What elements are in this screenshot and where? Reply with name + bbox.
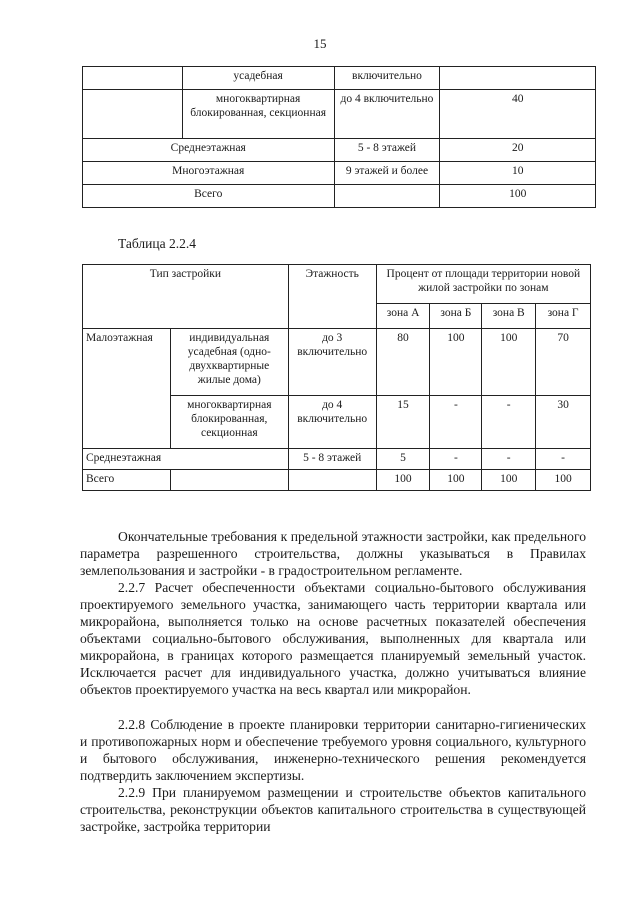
table-cell: усадебная — [182, 67, 334, 90]
table-cell: 30 — [536, 396, 591, 449]
paragraph-final-requirements: Окончательные требования к предельной этажности застройки, как предельного параметра разрешенного строительства, должны указываться в Правилах землепользования и застройки - в градостроительном регламенте. — [80, 529, 586, 578]
table-row — [83, 162, 596, 185]
table-cell: 100 — [440, 185, 596, 208]
table-caption: Таблица 2.2.4 — [118, 236, 196, 251]
table-cell: многоквартирная блокированная, секционная — [182, 90, 334, 139]
table-cell: многоквартирная блокированная, секционная — [170, 396, 288, 449]
table-cell: 5 - 8 этажей — [288, 449, 376, 470]
table-cell: 20 — [440, 139, 596, 162]
header-zone-b: зона Б — [430, 304, 482, 329]
table-cell: - — [482, 396, 536, 449]
table-cell: 10 — [440, 162, 596, 185]
table-cell: 80 — [376, 329, 430, 396]
table-cell — [170, 470, 288, 491]
table-cell: индивидуальная усадебная (одно-двухквартирные жилые дома) — [170, 329, 288, 396]
table-cell: 40 — [440, 90, 596, 139]
table-cell: Среднеэтажная — [83, 139, 335, 162]
table-cell: - — [430, 449, 482, 470]
header-zone-g: зона Г — [536, 304, 591, 329]
table-header-row — [83, 265, 591, 304]
table-row — [83, 67, 596, 90]
table-cell — [83, 90, 183, 139]
table-cell: 100 — [430, 329, 482, 396]
table-cell: 100 — [430, 470, 482, 491]
table-row — [83, 90, 596, 139]
table-cell: 9 этажей и более — [334, 162, 440, 185]
table-cell: 70 — [536, 329, 591, 396]
header-floors: Этажность — [288, 265, 376, 329]
table-row — [83, 470, 591, 491]
header-zone-a: зона А — [376, 304, 430, 329]
table-cell: 5 - 8 этажей — [334, 139, 440, 162]
table-cell: Многоэтажная — [83, 162, 335, 185]
table-row — [83, 329, 591, 396]
table-cell: Среднеэтажная — [83, 449, 289, 470]
table-cell — [288, 470, 376, 491]
header-percent: Процент от площади территории новой жилой застройки по зонам — [376, 265, 590, 304]
table-cell: до 3 включительно — [288, 329, 376, 396]
table-2-2-4 — [82, 264, 591, 491]
header-type: Тип застройки — [83, 265, 289, 329]
table-cell: 5 — [376, 449, 430, 470]
table-cell: 100 — [536, 470, 591, 491]
table-cell — [83, 67, 183, 90]
table-cell: 100 — [482, 329, 536, 396]
table-cell — [334, 185, 440, 208]
table-cell: - — [430, 396, 482, 449]
paragraph-2-2-9: 2.2.9 При планируемом размещении и строительстве объектов капитального строительства, реконструкции объектов капитального строительства в существующей застройке, застройка территории — [80, 785, 586, 834]
table-cell — [440, 67, 596, 90]
table-cell: до 4 включительно — [334, 90, 440, 139]
table-continued — [82, 66, 596, 208]
table-cell: 100 — [482, 470, 536, 491]
table-row — [83, 185, 596, 208]
table-cell: включительно — [334, 67, 440, 90]
table-cell: 15 — [376, 396, 430, 449]
table-cell: - — [536, 449, 591, 470]
table-cell: до 4 включительно — [288, 396, 376, 449]
paragraph-2-2-8: 2.2.8 Соблюдение в проекте планировки территории санитарно-гигиенических и противопожарных норм и обеспечение требуемого уровня социального, культурного и бытового обслуживания, инженерно-технического решения рекомендуется подтвердить заключением экспертизы. — [80, 717, 586, 783]
table-row — [83, 139, 596, 162]
header-zone-v: зона В — [482, 304, 536, 329]
group-label: Малоэтажная — [83, 329, 171, 449]
table-cell: 100 — [376, 470, 430, 491]
table-cell: Всего — [83, 185, 335, 208]
table-row — [83, 449, 591, 470]
paragraph-2-2-7: 2.2.7 Расчет обеспеченности объектами социально-бытового обслуживания проектируемого земельного участка, занимающего часть территории квартала или микрорайона, выполняется только на основе расчетных показателей обеспечения объектами социально-бытового обслуживания, выполненных для квартала или микрорайона, в границах которого размещается планируемый земельный участок. Исключается расчет для индивидуального участка, должно учитываться влияние объектов проектируемого участка на весь квартал или микрорайон. — [80, 580, 586, 697]
table-cell: - — [482, 449, 536, 470]
table-cell: Всего — [83, 470, 171, 491]
page-number: 15 — [313, 36, 327, 51]
